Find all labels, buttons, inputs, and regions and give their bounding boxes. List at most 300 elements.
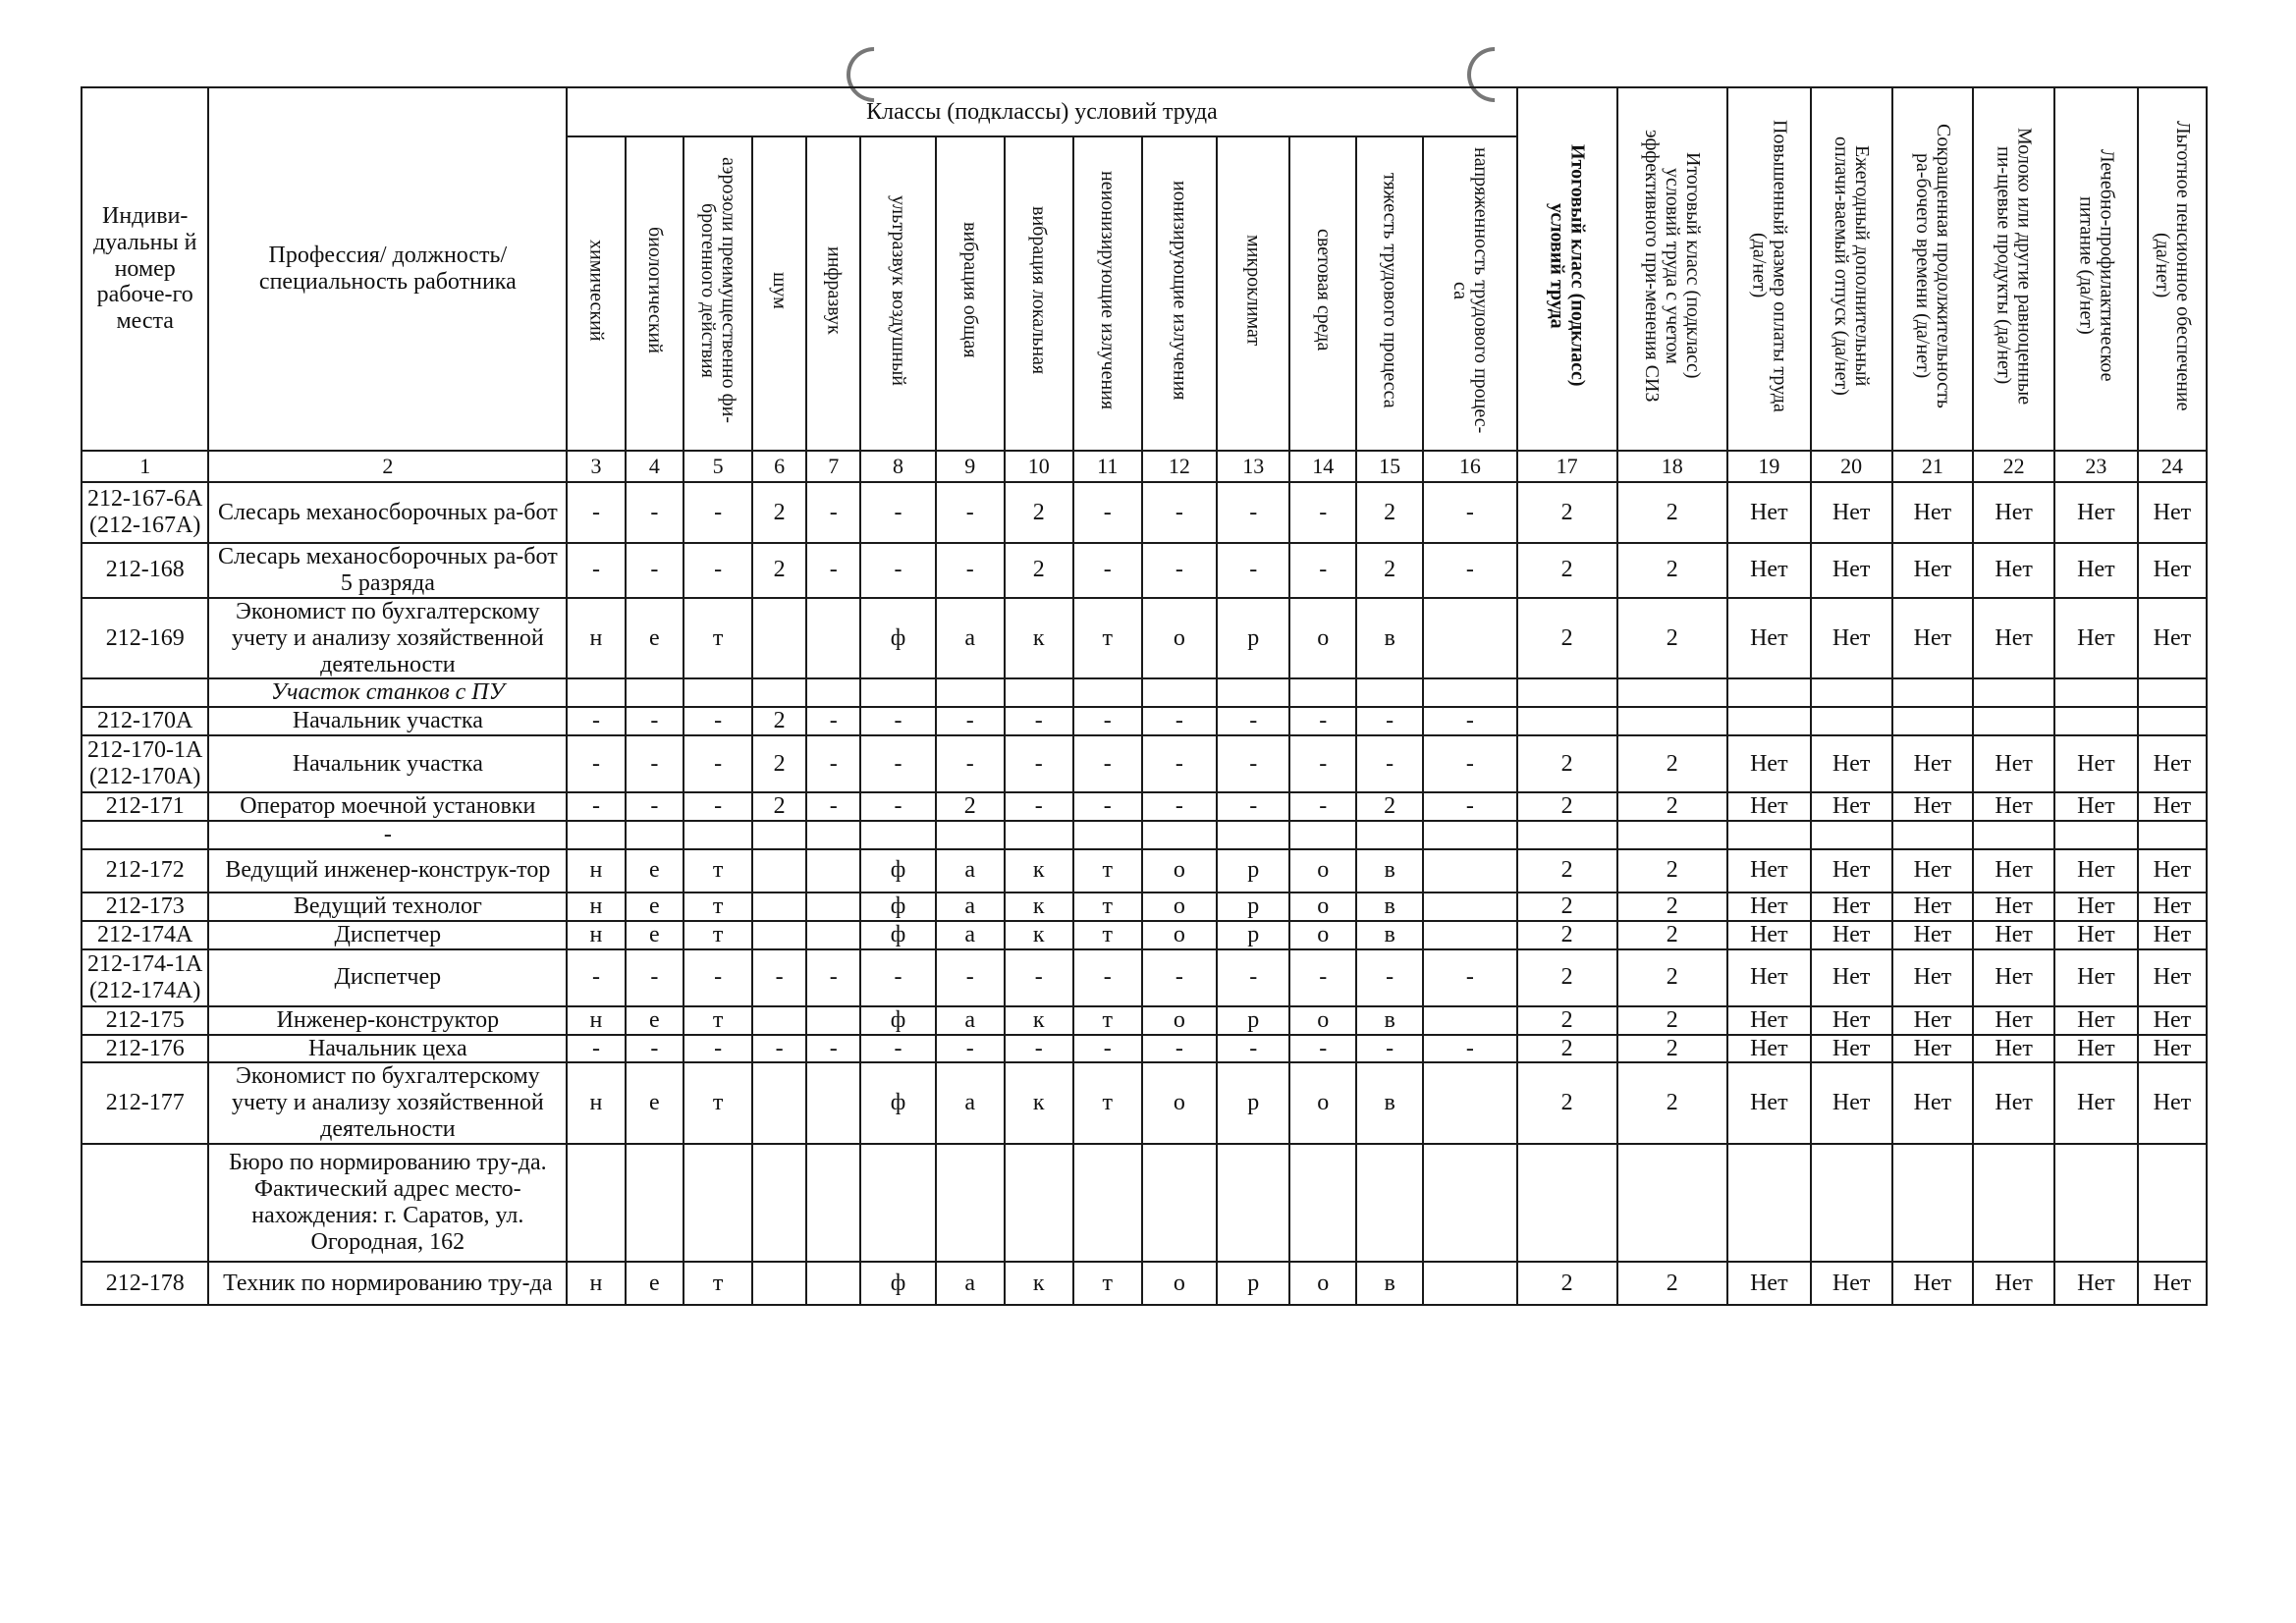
benefit-cell: Нет: [1727, 1035, 1811, 1063]
factor-cell: -: [683, 949, 752, 1006]
empty-cell: [1289, 678, 1356, 707]
empty-cell: [1142, 1144, 1217, 1262]
column-header-factor: шум: [752, 136, 806, 451]
total-siz-cell: 2: [1617, 893, 1727, 921]
total-siz-cell: 2: [1617, 792, 1727, 821]
column-header-factor: напряженность трудового процес-са: [1423, 136, 1517, 451]
factor-cell: -: [683, 707, 752, 735]
factor-cell: ф: [860, 598, 935, 679]
factor-cell: -: [1073, 792, 1142, 821]
factor-cell: -: [1073, 707, 1142, 735]
factor-cell: -: [1073, 543, 1142, 598]
column-header-factor: биологический: [626, 136, 683, 451]
benefit-cell: Нет: [1973, 482, 2054, 543]
column-number: 9: [936, 451, 1005, 482]
factor-cell: -: [936, 949, 1005, 1006]
factor-cell: о: [1142, 921, 1217, 949]
benefit-cell: Нет: [2054, 849, 2138, 893]
total-class-cell: 2: [1517, 949, 1617, 1006]
factor-cell: -: [860, 1035, 935, 1063]
factor-cell: о: [1289, 1062, 1356, 1144]
factor-cell: -: [936, 543, 1005, 598]
factor-cell: -: [1356, 1035, 1423, 1063]
empty-cell: [683, 678, 752, 707]
empty-cell: [1005, 1144, 1073, 1262]
empty-cell: [1356, 1144, 1423, 1262]
factor-cell: 2: [752, 482, 806, 543]
column-number: 16: [1423, 451, 1517, 482]
benefit-cell: Нет: [1811, 1062, 1892, 1144]
total-class-cell: 2: [1517, 482, 1617, 543]
factor-cell: [1423, 1062, 1517, 1144]
factor-cell: 2: [752, 735, 806, 792]
factor-cell: -: [1142, 543, 1217, 598]
factor-cell: -: [1005, 1035, 1073, 1063]
factor-cell: о: [1289, 1006, 1356, 1035]
column-header-total: Итоговый класс (подкласс) условий труда: [1517, 87, 1617, 451]
factor-cell: -: [1423, 949, 1517, 1006]
column-header-factor: тяжесть трудового процесса: [1356, 136, 1423, 451]
factor-cell: -: [1423, 792, 1517, 821]
id-cell: 212-173: [82, 893, 208, 921]
factor-cell: -: [806, 792, 860, 821]
benefit-cell: Нет: [1892, 1006, 1974, 1035]
factor-cell: -: [936, 482, 1005, 543]
factor-cell: -: [1289, 1035, 1356, 1063]
id-cell: 212-176: [82, 1035, 208, 1063]
total-siz-cell: 2: [1617, 598, 1727, 679]
factor-cell: о: [1142, 1062, 1217, 1144]
benefit-cell: Нет: [2054, 921, 2138, 949]
factor-cell: -: [860, 482, 935, 543]
factor-cell: -: [1289, 792, 1356, 821]
column-header-factor: микроклимат: [1217, 136, 1289, 451]
factor-cell: -: [1289, 707, 1356, 735]
factor-cell: р: [1217, 1262, 1289, 1305]
empty-cell: [1423, 821, 1517, 849]
factor-cell: -: [1142, 735, 1217, 792]
column-header-short-hours: Сокращенная продолжительность ра-бочего времени (да/нет): [1892, 87, 1974, 451]
column-number: 24: [2138, 451, 2207, 482]
factor-cell: т: [683, 1006, 752, 1035]
factor-cell: о: [1289, 921, 1356, 949]
benefit-cell: Нет: [1892, 792, 1974, 821]
benefit-cell: Нет: [1973, 893, 2054, 921]
profession-cell: Инженер-конструктор: [208, 1006, 567, 1035]
factor-cell: -: [1423, 543, 1517, 598]
empty-cell: [1617, 678, 1727, 707]
factor-cell: о: [1289, 1262, 1356, 1305]
factor-cell: к: [1005, 849, 1073, 893]
id-cell: 212-171: [82, 792, 208, 821]
benefit-cell: Нет: [1892, 893, 1974, 921]
empty-cell: [626, 678, 683, 707]
column-header-pay: Повышенный размер оплаты труда (да/нет): [1727, 87, 1811, 451]
factor-cell: а: [936, 893, 1005, 921]
column-header-factor: неионизирующие излучения: [1073, 136, 1142, 451]
benefit-cell: Нет: [1973, 543, 2054, 598]
profession-cell: Начальник цеха: [208, 1035, 567, 1063]
factor-cell: -: [567, 949, 625, 1006]
factor-cell: -: [860, 949, 935, 1006]
factor-cell: р: [1217, 1006, 1289, 1035]
total-class-cell: 2: [1517, 921, 1617, 949]
table-row: [82, 949, 2207, 1006]
id-cell: [82, 1144, 208, 1262]
column-number: 17: [1517, 451, 1617, 482]
empty-cell: [1142, 678, 1217, 707]
benefit-cell: Нет: [1811, 482, 1892, 543]
table-row: [82, 792, 2207, 821]
id-cell: 212-178: [82, 1262, 208, 1305]
factor-cell: о: [1289, 893, 1356, 921]
factor-cell: -: [1073, 949, 1142, 1006]
benefit-cell: Нет: [1973, 921, 2054, 949]
factor-cell: ф: [860, 921, 935, 949]
column-number: 8: [860, 451, 935, 482]
factor-cell: о: [1289, 598, 1356, 679]
column-number: 3: [567, 451, 625, 482]
benefit-cell: Нет: [2054, 735, 2138, 792]
total-siz-cell: 2: [1617, 482, 1727, 543]
profession-cell: Начальник участка: [208, 707, 567, 735]
table-row: [82, 921, 2207, 949]
empty-cell: [1617, 821, 1727, 849]
column-number: 13: [1217, 451, 1289, 482]
factor-cell: -: [1356, 707, 1423, 735]
empty-cell: [860, 1144, 935, 1262]
empty-cell: [1517, 1144, 1617, 1262]
benefit-cell: Нет: [1973, 735, 2054, 792]
empty-cell: [567, 678, 625, 707]
factor-cell: о: [1142, 1006, 1217, 1035]
benefit-cell: Нет: [2054, 1035, 2138, 1063]
benefit-cell: Нет: [1811, 849, 1892, 893]
column-number: 1: [82, 451, 208, 482]
column-header-factor: инфразвук: [806, 136, 860, 451]
factor-cell: -: [1005, 735, 1073, 792]
factor-cell: -: [1217, 735, 1289, 792]
factor-cell: -: [683, 482, 752, 543]
column-number: 6: [752, 451, 806, 482]
factor-cell: е: [626, 1062, 683, 1144]
benefit-cell: Нет: [1727, 482, 1811, 543]
column-number: 7: [806, 451, 860, 482]
column-header-factor: ионизирующие излучения: [1142, 136, 1217, 451]
factor-cell: -: [1217, 543, 1289, 598]
column-number: 18: [1617, 451, 1727, 482]
factor-cell: [806, 1006, 860, 1035]
empty-cell: [752, 678, 806, 707]
factor-cell: -: [1142, 792, 1217, 821]
benefit-cell: Нет: [2054, 482, 2138, 543]
factor-cell: [806, 1262, 860, 1305]
id-cell: 212-169: [82, 598, 208, 679]
column-header-profession: Профессия/ должность/ специальность работника: [208, 87, 567, 451]
empty-cell: [1892, 678, 1974, 707]
empty-cell: [683, 821, 752, 849]
column-number: 14: [1289, 451, 1356, 482]
empty-cell: [2138, 678, 2207, 707]
column-header-milk: Молоко или другие равноценные пи-щевые продукты (да/нет): [1973, 87, 2054, 451]
factor-cell: 2: [752, 707, 806, 735]
section-label: Участок станков с ПУ: [208, 678, 567, 707]
empty-cell: [1423, 1144, 1517, 1262]
benefit-cell: Нет: [1811, 598, 1892, 679]
factor-cell: -: [683, 543, 752, 598]
factor-cell: ф: [860, 1006, 935, 1035]
factor-cell: -: [806, 949, 860, 1006]
factor-cell: а: [936, 921, 1005, 949]
benefit-cell: [1811, 707, 1892, 735]
factor-cell: ф: [860, 1062, 935, 1144]
factor-cell: т: [683, 598, 752, 679]
factor-cell: ф: [860, 1262, 935, 1305]
factor-cell: [806, 893, 860, 921]
factor-cell: в: [1356, 598, 1423, 679]
table-row: [82, 849, 2207, 893]
total-class-cell: 2: [1517, 543, 1617, 598]
column-number: 21: [1892, 451, 1974, 482]
column-number: 19: [1727, 451, 1811, 482]
benefit-cell: Нет: [1892, 1262, 1974, 1305]
total-class-cell: 2: [1517, 792, 1617, 821]
empty-cell: [936, 821, 1005, 849]
empty-cell: [2138, 1144, 2207, 1262]
benefit-cell: [2054, 707, 2138, 735]
benefit-cell: Нет: [2138, 792, 2207, 821]
empty-cell: [626, 1144, 683, 1262]
total-class-cell: 2: [1517, 1035, 1617, 1063]
empty-cell: [1811, 678, 1892, 707]
factor-cell: -: [1005, 707, 1073, 735]
benefit-cell: Нет: [1973, 792, 2054, 821]
factor-cell: т: [683, 1062, 752, 1144]
factor-cell: н: [567, 1062, 625, 1144]
benefit-cell: Нет: [2054, 543, 2138, 598]
empty-cell: [1289, 821, 1356, 849]
factor-cell: в: [1356, 1006, 1423, 1035]
id-cell: 212-175: [82, 1006, 208, 1035]
factor-cell: -: [567, 735, 625, 792]
factor-cell: к: [1005, 921, 1073, 949]
factor-cell: к: [1005, 1262, 1073, 1305]
profession-cell: Оператор моечной установки: [208, 792, 567, 821]
profession-cell: Слесарь механосборочных ра-бот 5 разряда: [208, 543, 567, 598]
section-row: [82, 821, 2207, 849]
benefit-cell: [1727, 707, 1811, 735]
factor-cell: [752, 921, 806, 949]
id-cell: 212-172: [82, 849, 208, 893]
benefit-cell: [1973, 707, 2054, 735]
table-row: [82, 1035, 2207, 1063]
factor-cell: к: [1005, 1006, 1073, 1035]
empty-cell: [1356, 678, 1423, 707]
total-class-cell: 2: [1517, 849, 1617, 893]
factor-cell: т: [683, 893, 752, 921]
id-cell: 212-167-6А (212-167А): [82, 482, 208, 543]
empty-cell: [2054, 821, 2138, 849]
benefit-cell: Нет: [1892, 1062, 1974, 1144]
factor-cell: [1423, 598, 1517, 679]
factor-cell: е: [626, 1262, 683, 1305]
total-siz-cell: 2: [1617, 1035, 1727, 1063]
empty-cell: [1727, 821, 1811, 849]
empty-cell: [936, 678, 1005, 707]
id-cell: 212-168: [82, 543, 208, 598]
factor-cell: -: [626, 482, 683, 543]
factor-cell: т: [1073, 1006, 1142, 1035]
benefit-cell: Нет: [1727, 849, 1811, 893]
benefit-cell: Нет: [1727, 949, 1811, 1006]
empty-cell: [1073, 1144, 1142, 1262]
column-header-factor: вибрация общая: [936, 136, 1005, 451]
benefit-cell: Нет: [1727, 735, 1811, 792]
factor-cell: -: [1142, 1035, 1217, 1063]
factor-cell: -: [1289, 543, 1356, 598]
id-cell: [82, 821, 208, 849]
factor-cell: -: [567, 707, 625, 735]
empty-cell: [1892, 1144, 1974, 1262]
factor-cell: -: [1073, 1035, 1142, 1063]
table-row: [82, 1262, 2207, 1305]
benefit-cell: Нет: [2054, 949, 2138, 1006]
column-number: 10: [1005, 451, 1073, 482]
empty-cell: [2054, 1144, 2138, 1262]
benefit-cell: Нет: [2054, 598, 2138, 679]
factor-cell: т: [683, 849, 752, 893]
benefit-cell: Нет: [2138, 921, 2207, 949]
table-row: [82, 707, 2207, 735]
empty-cell: [1973, 821, 2054, 849]
factor-cell: [752, 849, 806, 893]
factor-cell: [1423, 921, 1517, 949]
benefit-cell: Нет: [1973, 1262, 2054, 1305]
factor-cell: 2: [1005, 482, 1073, 543]
factor-cell: -: [1423, 707, 1517, 735]
id-cell: 212-177: [82, 1062, 208, 1144]
benefit-cell: Нет: [2054, 1262, 2138, 1305]
benefit-cell: Нет: [2138, 482, 2207, 543]
factor-cell: [806, 921, 860, 949]
factor-cell: ф: [860, 893, 935, 921]
profession-cell: Экономист по бухгалтерскому учету и анализу хозяйственной деятельности: [208, 1062, 567, 1144]
total-siz-cell: 2: [1617, 735, 1727, 792]
column-header-factor: химический: [567, 136, 625, 451]
empty-cell: [860, 821, 935, 849]
benefit-cell: Нет: [1973, 849, 2054, 893]
factor-cell: -: [936, 707, 1005, 735]
factor-cell: о: [1142, 598, 1217, 679]
factor-cell: [1423, 1262, 1517, 1305]
empty-cell: [806, 1144, 860, 1262]
benefit-cell: Нет: [1973, 949, 2054, 1006]
empty-cell: [1217, 1144, 1289, 1262]
factor-cell: [1423, 849, 1517, 893]
benefit-cell: Нет: [2054, 893, 2138, 921]
column-number: 22: [1973, 451, 2054, 482]
empty-cell: [1073, 678, 1142, 707]
empty-cell: [1973, 678, 2054, 707]
benefit-cell: Нет: [1892, 482, 1974, 543]
benefit-cell: Нет: [1811, 543, 1892, 598]
factor-cell: н: [567, 1006, 625, 1035]
empty-cell: [1811, 821, 1892, 849]
factor-cell: -: [806, 482, 860, 543]
benefit-cell: Нет: [1727, 598, 1811, 679]
total-class-cell: 2: [1517, 1062, 1617, 1144]
column-number: 5: [683, 451, 752, 482]
empty-cell: [2138, 821, 2207, 849]
empty-cell: [1005, 678, 1073, 707]
factor-cell: 2: [936, 792, 1005, 821]
empty-cell: [1892, 821, 1974, 849]
factor-cell: [752, 1262, 806, 1305]
benefit-cell: Нет: [2138, 893, 2207, 921]
section-label: -: [208, 821, 567, 849]
factor-cell: -: [626, 1035, 683, 1063]
total-siz-cell: 2: [1617, 921, 1727, 949]
empty-cell: [1289, 1144, 1356, 1262]
id-cell: [82, 678, 208, 707]
factor-cell: -: [1423, 1035, 1517, 1063]
table-row: [82, 1006, 2207, 1035]
factor-cell: н: [567, 598, 625, 679]
empty-cell: [752, 821, 806, 849]
id-cell: 212-170А: [82, 707, 208, 735]
factor-cell: т: [1073, 849, 1142, 893]
benefit-cell: Нет: [2054, 1006, 2138, 1035]
benefit-cell: Нет: [1892, 598, 1974, 679]
factor-cell: 2: [1005, 543, 1073, 598]
factor-cell: [1423, 893, 1517, 921]
benefit-cell: Нет: [2138, 949, 2207, 1006]
column-header-factor: вибрация локальная: [1005, 136, 1073, 451]
factor-cell: в: [1356, 893, 1423, 921]
benefit-cell: Нет: [2138, 1035, 2207, 1063]
empty-cell: [1005, 821, 1073, 849]
empty-cell: [860, 678, 935, 707]
benefit-cell: Нет: [1892, 1035, 1974, 1063]
benefit-cell: Нет: [2054, 1062, 2138, 1144]
benefit-cell: [1892, 707, 1974, 735]
factor-cell: -: [1217, 949, 1289, 1006]
benefit-cell: Нет: [1973, 1006, 2054, 1035]
benefit-cell: Нет: [1727, 1262, 1811, 1305]
factor-cell: а: [936, 1006, 1005, 1035]
factor-cell: -: [806, 543, 860, 598]
factor-cell: р: [1217, 921, 1289, 949]
empty-cell: [1356, 821, 1423, 849]
column-header-total-siz: Итоговый класс (подкласс) условий труда с учетом эффективного при-менения СИЗ: [1617, 87, 1727, 451]
empty-cell: [1727, 678, 1811, 707]
id-cell: 212-174А: [82, 921, 208, 949]
column-header-factor: световая среда: [1289, 136, 1356, 451]
factor-cell: [752, 1006, 806, 1035]
empty-cell: [1973, 1144, 2054, 1262]
benefit-cell: Нет: [1892, 543, 1974, 598]
section-label: Бюро по нормированию тру-да. Фактический адрес место-нахождения: г. Саратов, ул. Огородная, 162: [208, 1144, 567, 1262]
benefit-cell: [2138, 707, 2207, 735]
id-cell: 212-174-1А (212-174А): [82, 949, 208, 1006]
table-row: [82, 893, 2207, 921]
benefit-cell: Нет: [2138, 849, 2207, 893]
benefit-cell: Нет: [1811, 921, 1892, 949]
factor-cell: а: [936, 1262, 1005, 1305]
factor-cell: -: [1005, 949, 1073, 1006]
benefit-cell: Нет: [1727, 792, 1811, 821]
table-row: [82, 482, 2207, 543]
